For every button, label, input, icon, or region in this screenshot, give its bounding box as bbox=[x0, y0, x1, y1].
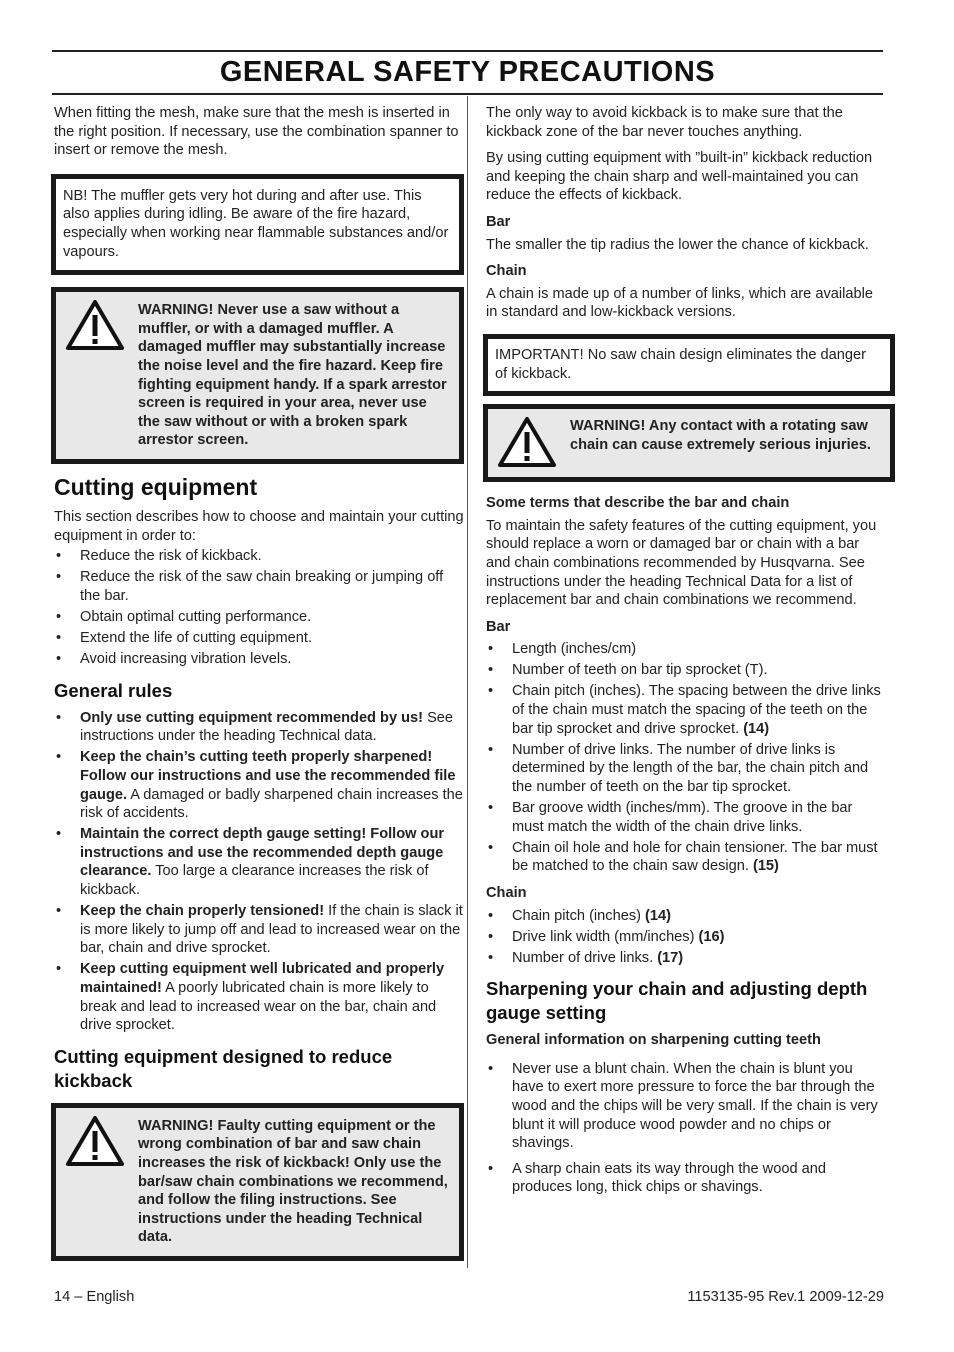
muffler-warning-box bbox=[51, 287, 464, 464]
list-item: • Chain oil hole and hole for chain tensioner. The bar must be matched to the chain saw design. (15) bbox=[486, 839, 886, 876]
warning-triangle-icon bbox=[64, 1114, 126, 1168]
rotating-chain-warning-text: WARNING! Any contact with a rotating saw chain can cause extremely serious injuries. bbox=[570, 418, 871, 453]
list-item: • Number of teeth on bar tip sprocket (T). bbox=[486, 661, 886, 680]
list-item: • Only use cutting equipment recommended by us! See instructions under the heading Technical data. bbox=[54, 709, 464, 746]
footer-page-number: 14 – English bbox=[54, 1289, 135, 1305]
list-item: • A sharp chain eats its way through the wood and produces long, thick chips or shavings. bbox=[486, 1160, 886, 1197]
muffler-warning-text: WARNING! Never use a saw without a muffler, or with a damaged muffler. A damaged muffler may substantially increase the noise level and the fire hazard. Keep fire fighting equipment handy. If a spark arrestor screen is required in your area, never use the saw without or with a broken spark arrestor screen. bbox=[138, 302, 447, 449]
important-note-text: IMPORTANT! No saw chain design eliminates the danger of kickback. bbox=[495, 346, 866, 382]
cutting-equipment-heading: Cutting equipment bbox=[54, 473, 258, 500]
important-note-box bbox=[483, 334, 895, 396]
warning-triangle-icon bbox=[64, 298, 126, 352]
list-item: • Chain pitch (inches). The spacing between the drive links of the chain must match the spacing of the teeth on the bar tip sprocket and drive sprocket. (14) bbox=[486, 682, 886, 738]
bar-label: Bar bbox=[486, 213, 511, 230]
top-rule bbox=[52, 50, 883, 52]
list-item: • Extend the life of cutting equipment. bbox=[54, 629, 464, 648]
kickback-warning-box bbox=[51, 1103, 464, 1261]
list-item: • Never use a blunt chain. When the chain is blunt you have to exert more pressure to force the bar through the wood and the chips will be very small. If the chain is very blunt it will produce wood powder and no chips or shavings. bbox=[486, 1060, 886, 1153]
footer-doc-id: 1153135-95 Rev.1 2009-12-29 bbox=[687, 1289, 884, 1305]
list-item: • Keep the chain properly tensioned! If the chain is slack it is more likely to jump off and lead to increased wear on the bar, chain and drive sprocket. bbox=[54, 902, 464, 958]
sharpening-heading: Sharpening your chain and adjusting depth gauge setting bbox=[486, 978, 868, 1024]
chain-paragraph: A chain is made up of a number of links, which are available in standard and low-kickback versions. bbox=[486, 285, 873, 321]
list-item: • Number of drive links. (17) bbox=[486, 949, 886, 968]
list-item: • Number of drive links. The number of drive links is determined by the length of the bar, the chain pitch and the number of teeth on the bar tip sprocket. bbox=[486, 741, 886, 797]
cutting-intro: This section describes how to choose and maintain your cutting equipment in order to: bbox=[54, 508, 464, 544]
column-separator bbox=[467, 96, 468, 1268]
title-rule bbox=[52, 93, 883, 95]
list-item: • Keep the chain’s cutting teeth properly sharpened! Follow our instructions and use the recommended file gauge. A damaged or badly sharpened chain increases the risk of accidents. bbox=[54, 748, 464, 822]
kickback-zone-paragraph: The only way to avoid kickback is to make sure that the kickback zone of the bar never touches anything. bbox=[486, 105, 843, 140]
terms-heading: Some terms that describe the bar and chain bbox=[486, 495, 790, 512]
kickback-reduction-heading: Cutting equipment designed to reduce kickback bbox=[54, 1045, 393, 1091]
right-column bbox=[486, 104, 886, 1205]
general-rules-list bbox=[54, 709, 464, 1035]
warning-triangle-icon bbox=[496, 415, 558, 469]
kickback-warning-text: WARNING! Faulty cutting equipment or the wrong combination of bar and saw chain increases the risk of kickback! Only use the bar/saw chain combinations we recommend, and follow the filing instructions. See instructions under the heading Technical data. bbox=[138, 1117, 448, 1246]
list-item: • Bar groove width (inches/mm). The groove in the bar must match the width of the chain drive links. bbox=[486, 799, 886, 836]
left-column bbox=[54, 104, 464, 1271]
list-item: • Chain pitch (inches) (14) bbox=[486, 907, 886, 926]
bar-paragraph: The smaller the tip radius the lower the chance of kickback. bbox=[486, 236, 869, 253]
muffler-note-box bbox=[51, 174, 464, 275]
bar-spec-list bbox=[486, 640, 886, 876]
rotating-chain-warning-box bbox=[483, 404, 895, 482]
chain-spec-list bbox=[486, 907, 886, 968]
bar-spec-label: Bar bbox=[486, 618, 511, 635]
chain-label: Chain bbox=[486, 263, 527, 280]
muffler-note-text: NB! The muffler gets very hot during and after use. This also applies during idling. Be aware of the fire hazard, especially when working near flammable substances and/or vapours. bbox=[63, 187, 449, 260]
general-rules-heading: General rules bbox=[54, 679, 173, 701]
cutting-goals-list bbox=[54, 547, 464, 669]
list-item: • Drive link width (mm/inches) (16) bbox=[486, 928, 886, 947]
mesh-paragraph: When fitting the mesh, make sure that the mesh is inserted in the right position. If necessary, use the combination spanner to insert or remove the mesh. bbox=[54, 105, 459, 159]
list-item: • Length (inches/cm) bbox=[486, 640, 886, 659]
kickback-reduction-paragraph: By using cutting equipment with ”built-in” kickback reduction and keeping the chain sharp and well-maintained you can reduce the effects of kickback. bbox=[486, 150, 873, 204]
sharpening-list bbox=[486, 1060, 886, 1197]
list-item: • Maintain the correct depth gauge setting! Follow our instructions and use the recommended depth gauge clearance. Too large a clearance increases the risk of kickback. bbox=[54, 825, 464, 899]
chain-spec-label: Chain bbox=[486, 884, 527, 901]
list-item: • Reduce the risk of the saw chain breaking or jumping off the bar. bbox=[54, 568, 464, 605]
list-item: • Reduce the risk of kickback. bbox=[54, 547, 464, 566]
list-item: • Obtain optimal cutting performance. bbox=[54, 608, 464, 627]
sharpening-subheading: General information on sharpening cutting teeth bbox=[486, 1032, 821, 1049]
list-item: • Keep cutting equipment well lubricated and properly maintained! A poorly lubricated chain is more likely to break and lead to increased wear on the bar, chain and drive sprocket. bbox=[54, 960, 464, 1034]
terms-paragraph: To maintain the safety features of the cutting equipment, you should replace a worn or damaged bar or chain with a bar and chain combinations recommended by Husqvarna. See instructions under the heading Technical Data for a list of replacement bar and chain combinations we recommend. bbox=[486, 517, 877, 609]
page-title: GENERAL SAFETY PRECAUTIONS bbox=[219, 56, 716, 88]
list-item: • Avoid increasing vibration levels. bbox=[54, 650, 464, 669]
